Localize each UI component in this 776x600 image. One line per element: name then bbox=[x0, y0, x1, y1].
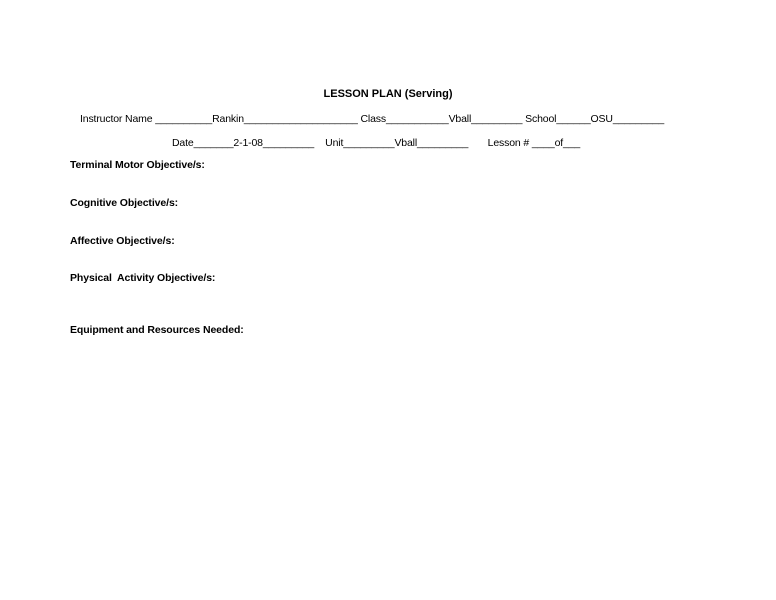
section-heading-affective-objectives: Affective Objective/s: bbox=[70, 235, 175, 247]
section-heading-terminal-motor-objectives: Terminal Motor Objective/s: bbox=[70, 159, 205, 171]
class-value: ___________Vball_________ bbox=[385, 113, 526, 125]
school-label: School bbox=[525, 113, 557, 125]
class-label: Class bbox=[360, 113, 386, 125]
header-row-date-unit-lesson bbox=[172, 138, 580, 149]
lesson-number-label: Lesson # bbox=[487, 137, 532, 149]
section-heading-cognitive-objectives: Cognitive Objective/s: bbox=[70, 197, 179, 209]
unit-value: _________Vball_________ bbox=[343, 137, 488, 149]
lesson-number-value: ____of___ bbox=[531, 137, 581, 149]
header-row-instructor-class-school bbox=[80, 114, 664, 125]
date-label: Date bbox=[172, 137, 194, 149]
section-heading-physical-activity-objectives: Physical Activity Objective/s: bbox=[70, 272, 216, 284]
date-value: _______2-1-08_________ bbox=[193, 137, 326, 149]
unit-label: Unit bbox=[325, 137, 344, 149]
page-title: LESSON PLAN (Serving) bbox=[323, 88, 453, 100]
section-heading-equipment-resources: Equipment and Resources Needed: bbox=[70, 324, 244, 336]
school-value: ______OSU_________ bbox=[556, 113, 665, 125]
instructor-name-label: Instructor Name bbox=[80, 113, 153, 125]
instructor-name-value: __________Rankin____________________ bbox=[152, 113, 361, 125]
